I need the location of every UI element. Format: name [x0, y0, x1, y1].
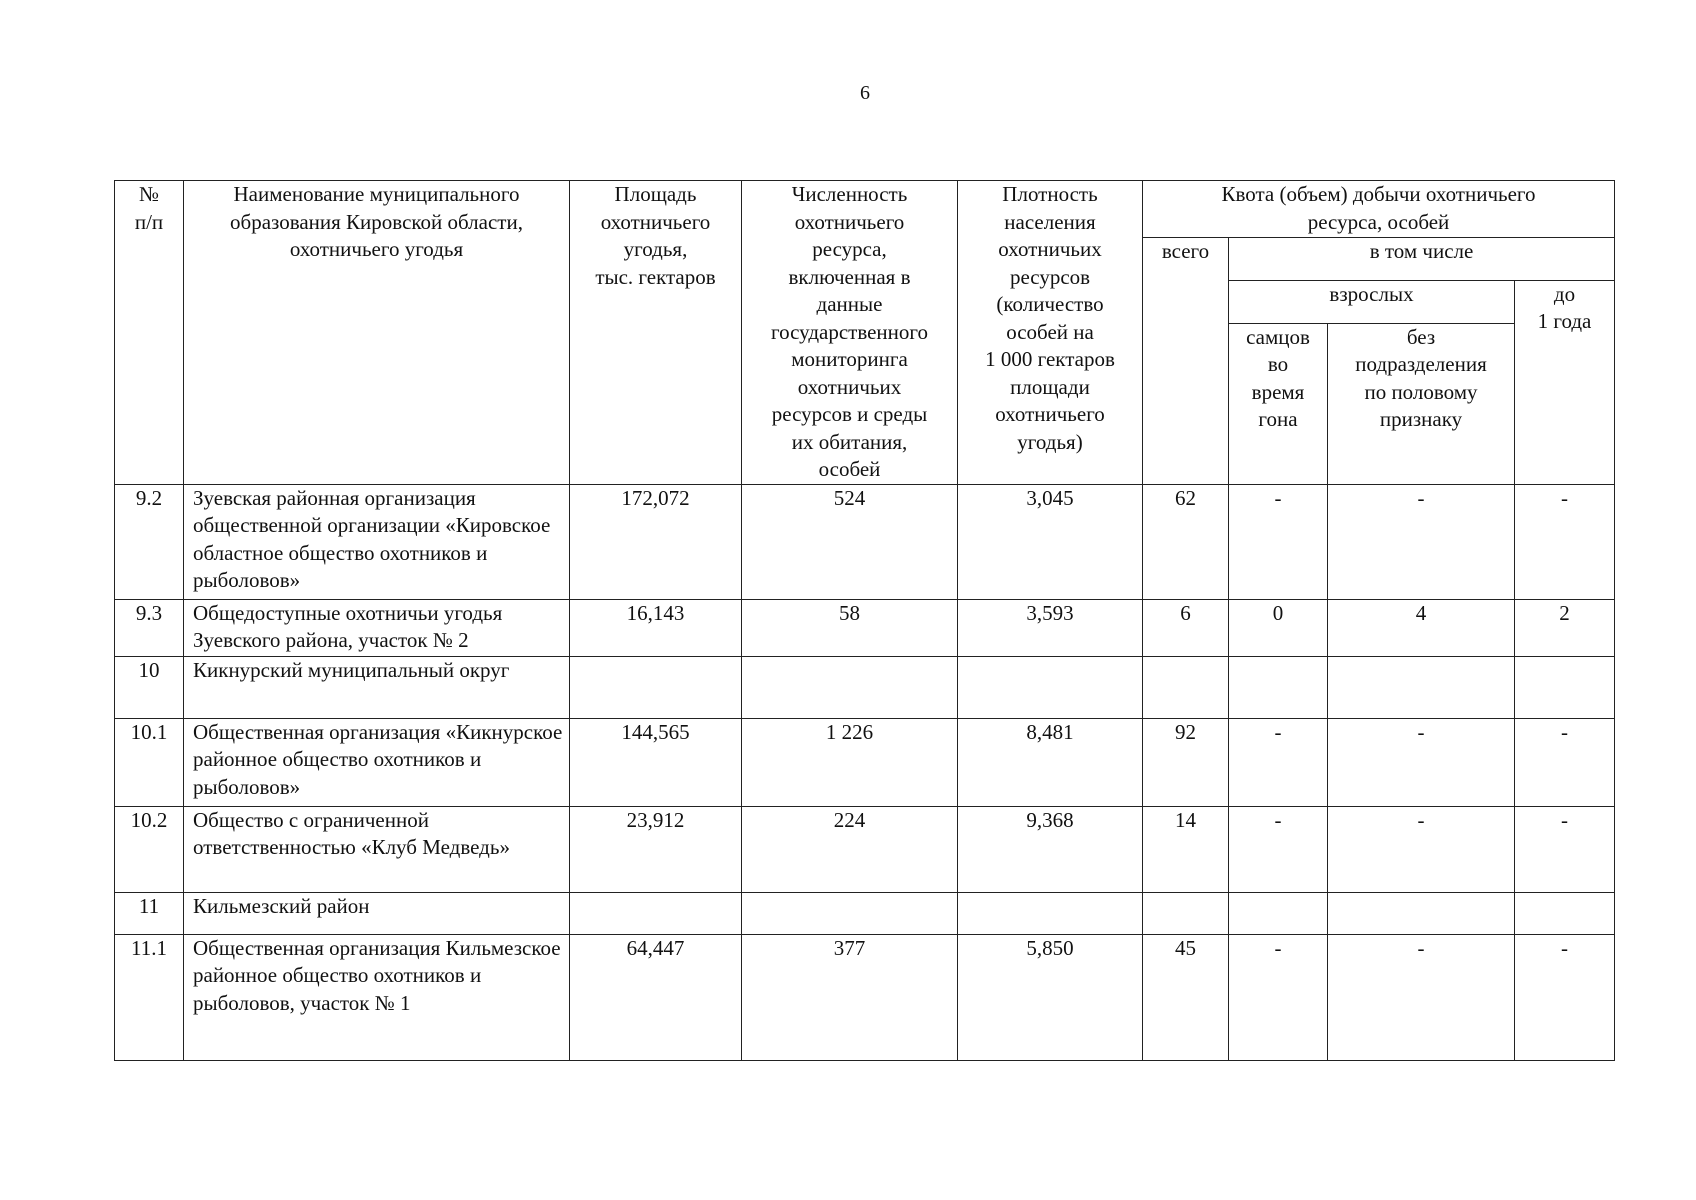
row-area — [570, 892, 742, 934]
row-area: 172,072 — [570, 484, 742, 599]
row-males-rut — [1229, 892, 1328, 934]
row-no-sex: - — [1328, 718, 1515, 806]
row-density: 3,593 — [958, 599, 1143, 656]
header-density: Плотность населения охотничьих ресурсов (количество особей на 1 000 гектаров площади охотничьего угодья) — [958, 181, 1143, 485]
row-density: 8,481 — [958, 718, 1143, 806]
row-total: 6 — [1143, 599, 1229, 656]
row-number: 9.3 — [115, 599, 184, 656]
row-number: 10.1 — [115, 718, 184, 806]
row-no-sex — [1328, 656, 1515, 718]
header-count: Численность охотничьего ресурса, включенная в данные государственного мониторинга охотничьих ресурсов и среды их обитания, особей — [742, 181, 958, 485]
row-number: 11.1 — [115, 934, 184, 1060]
row-no-sex: - — [1328, 806, 1515, 892]
page-number: 6 — [860, 82, 870, 104]
header-num: № п/п — [115, 181, 184, 485]
row-males-rut: - — [1229, 934, 1328, 1060]
table-row — [115, 484, 1615, 599]
row-name: Кильмезский район — [184, 892, 570, 934]
row-density: 9,368 — [958, 806, 1143, 892]
row-no-sex: - — [1328, 484, 1515, 599]
row-count: 58 — [742, 599, 958, 656]
row-count: 524 — [742, 484, 958, 599]
header-quota: Квота (объем) добычи охотничьего ресурса, особей — [1143, 181, 1615, 238]
row-name: Кикнурский муниципальный округ — [184, 656, 570, 718]
header-name: Наименование муниципального образования Кировской области, охотничьего угодья — [184, 181, 570, 485]
row-total: 92 — [1143, 718, 1229, 806]
row-under-year — [1515, 656, 1615, 718]
row-no-sex: - — [1328, 934, 1515, 1060]
row-count — [742, 656, 958, 718]
row-density — [958, 892, 1143, 934]
row-no-sex — [1328, 892, 1515, 934]
header-males-rut: самцов во время гона — [1229, 323, 1328, 484]
row-no-sex: 4 — [1328, 599, 1515, 656]
row-area — [570, 656, 742, 718]
row-males-rut — [1229, 656, 1328, 718]
quota-table — [114, 180, 1615, 1061]
row-name: Общедоступные охотничьи угодья Зуевского района, участок № 2 — [184, 599, 570, 656]
row-density: 5,850 — [958, 934, 1143, 1060]
row-name: Общественная организация «Кикнурское районное общество охотников и рыболовов» — [184, 718, 570, 806]
row-under-year: - — [1515, 934, 1615, 1060]
table-row — [115, 718, 1615, 806]
row-under-year: - — [1515, 806, 1615, 892]
table-row — [115, 599, 1615, 656]
row-number: 11 — [115, 892, 184, 934]
row-total: 14 — [1143, 806, 1229, 892]
row-count — [742, 892, 958, 934]
row-total — [1143, 892, 1229, 934]
row-name: Зуевская районная организация общественной организации «Кировское областное общество охотников и рыболовов» — [184, 484, 570, 599]
row-males-rut: - — [1229, 484, 1328, 599]
row-total — [1143, 656, 1229, 718]
row-area: 64,447 — [570, 934, 742, 1060]
row-count: 224 — [742, 806, 958, 892]
row-under-year: - — [1515, 718, 1615, 806]
row-number: 9.2 — [115, 484, 184, 599]
header-including: в том числе — [1229, 238, 1615, 281]
row-males-rut: - — [1229, 806, 1328, 892]
table-row — [115, 934, 1615, 1060]
row-under-year: - — [1515, 484, 1615, 599]
row-name: Общественная организация Кильмезское районное общество охотников и рыболовов, участок № 1 — [184, 934, 570, 1060]
header-under-year: до 1 года — [1515, 280, 1615, 484]
row-area: 23,912 — [570, 806, 742, 892]
header-area: Площадь охотничьего угодья, тыс. гектаров — [570, 181, 742, 485]
table-row — [115, 656, 1615, 718]
header-adults: взрослых — [1229, 280, 1515, 323]
row-count: 377 — [742, 934, 958, 1060]
row-total: 62 — [1143, 484, 1229, 599]
row-under-year — [1515, 892, 1615, 934]
row-density — [958, 656, 1143, 718]
row-males-rut: - — [1229, 718, 1328, 806]
row-number: 10.2 — [115, 806, 184, 892]
table-body — [115, 484, 1615, 1060]
row-number: 10 — [115, 656, 184, 718]
table-row — [115, 806, 1615, 892]
header-total: всего — [1143, 238, 1229, 485]
row-density: 3,045 — [958, 484, 1143, 599]
header-no-sex: без подразделения по половому признаку — [1328, 323, 1515, 484]
row-area: 16,143 — [570, 599, 742, 656]
row-under-year: 2 — [1515, 599, 1615, 656]
row-area: 144,565 — [570, 718, 742, 806]
row-count: 1 226 — [742, 718, 958, 806]
table-row — [115, 892, 1615, 934]
row-name: Общество с ограниченной ответственностью «Клуб Медведь» — [184, 806, 570, 892]
row-males-rut: 0 — [1229, 599, 1328, 656]
row-total: 45 — [1143, 934, 1229, 1060]
